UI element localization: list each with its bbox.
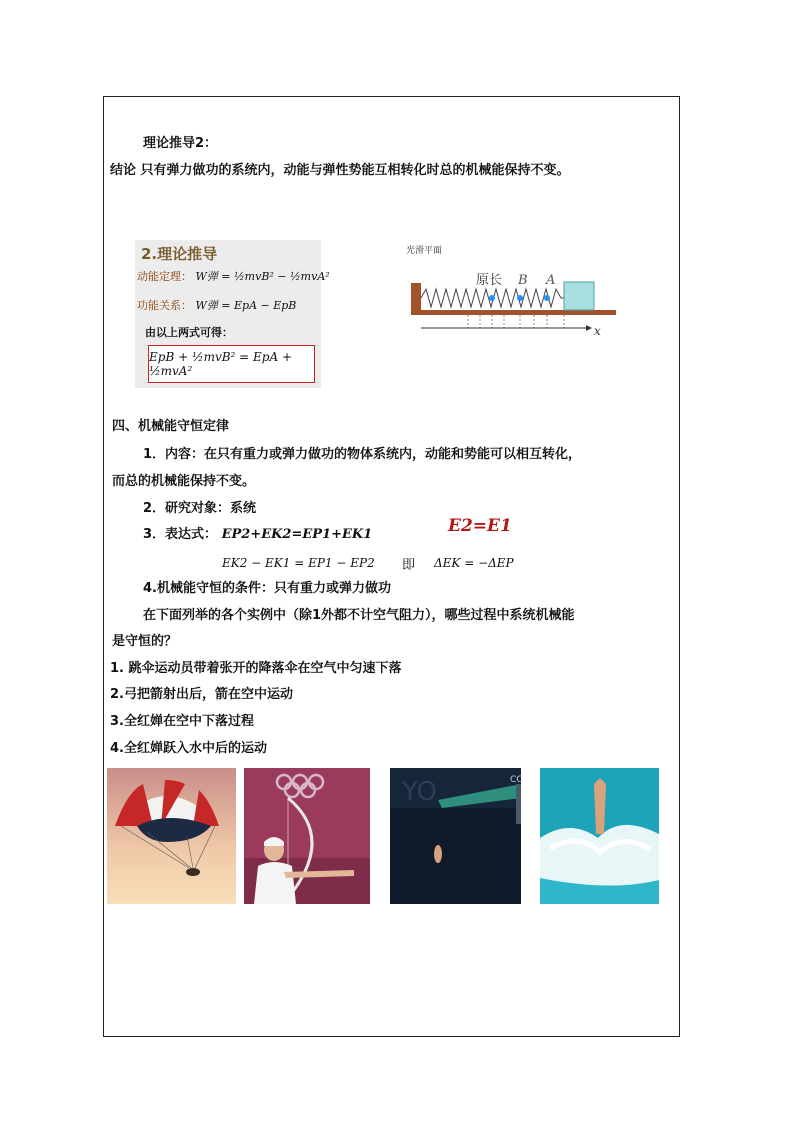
section-four-title: 四、机械能守恒定律 (112, 419, 230, 434)
natural-length-label: 原长 (476, 273, 503, 288)
result-formula-box: EpB + ½mvB² = EpA + ½mvA² (148, 345, 315, 383)
wall (411, 283, 421, 311)
svg-text:CC: CC (510, 775, 523, 785)
case-2: 2.弓把箭射出后，箭在空中运动 (110, 687, 293, 702)
conclusion-text: 结论 只有弹力做功的系统内，动能与弹性势能互相转化时总的机械能保持不变。 (110, 163, 570, 178)
research-object: 2．研究对象：系统 (143, 501, 257, 516)
point-b-label: B (518, 273, 528, 288)
question-text: 在下面列举的各个实例中（除1外都不计空气阻力），哪些过程中系统机械能 (143, 608, 575, 623)
combine-text: 由以上两式可得： (145, 326, 233, 339)
law-content: 1．内容：在只有重力或弹力做功的物体系统内，动能和势能可以相互转化， (143, 447, 582, 462)
derivation-heading: 理论推导2： (143, 136, 218, 151)
difference-formula: EK2 − EK1 = EP1 − EP2 (222, 556, 375, 570)
expression-formula: EP2+EK2=EP1+EK1 (221, 527, 373, 542)
expression-label: 3．表达式： (143, 527, 218, 542)
surface-label: 光滑平面 (406, 246, 443, 256)
ji-text: 即 (402, 558, 416, 573)
case-3: 3.全红婵在空中下落过程 (110, 714, 254, 729)
short-form-formula: E2=E1 (448, 516, 512, 536)
x-axis-arrow (586, 325, 592, 331)
law-content-cont: 而总的机械能保持不变。 (112, 474, 256, 489)
point-a-label: A (546, 273, 556, 288)
x-axis-label: x (594, 324, 601, 338)
marker-natural (489, 295, 495, 301)
conservation-condition: 4.机械能守恒的条件：只有重力或弹力做功 (143, 581, 391, 596)
diving-water-photo (540, 768, 659, 904)
drop-lines (468, 315, 564, 328)
archery-photo (244, 768, 370, 904)
theorem-label: 动能定理： (137, 270, 192, 283)
work-energy-label: 功能关系： (137, 299, 192, 312)
card-title: 2.理论推导 (141, 245, 218, 263)
work-energy-row (137, 297, 296, 313)
theorem-formula: W弹 = ½mvB² − ½mvA² (195, 270, 330, 283)
theorem-row (137, 268, 330, 284)
parachute-photo (107, 768, 236, 904)
marker-a (544, 295, 550, 301)
case-4: 4.全红婵跃入水中后的运动 (110, 741, 267, 756)
question-text-cont: 是守恒的？ (112, 634, 178, 649)
case-1: 1. 跳伞运动员带着张开的降落伞在空气中匀速下落 (110, 661, 402, 676)
marker-b (517, 295, 523, 301)
diving-air-photo (390, 768, 521, 904)
work-energy-formula: W弹 = EpA − EpB (195, 299, 297, 312)
block (564, 282, 594, 310)
svg-text:YO: YO (402, 777, 437, 807)
delta-formula: ΔEK = −ΔEP (434, 556, 514, 570)
derivation-card (135, 240, 330, 388)
spring-diagram (400, 240, 630, 340)
expression-row (143, 523, 372, 542)
floor (411, 310, 616, 315)
